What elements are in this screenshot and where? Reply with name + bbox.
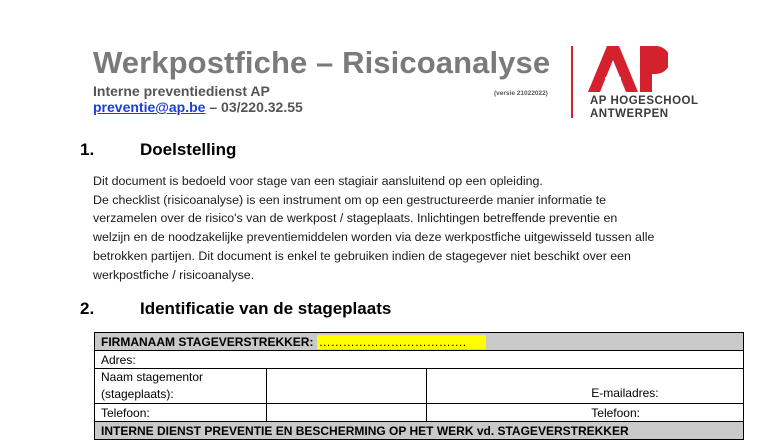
table-row: [95, 404, 744, 422]
contact-line: [93, 99, 303, 115]
identification-table: [94, 332, 744, 440]
phone-number: – 03/220.32.55: [205, 99, 303, 115]
firm-name-highlight: ……………………………….: [317, 335, 486, 349]
prevention-service-header: INTERNE DIENST PREVENTIE EN BESCHERMING OP HET WERK vd. STAGEVERSTREKKER: [95, 422, 744, 440]
firm-name-cell[interactable]: FIRMANAAM STAGEVERSTREKKER: ……………………………….: [95, 333, 744, 351]
section-2-number: 2.: [80, 299, 95, 318]
section-1-title: Doelstelling: [140, 140, 237, 159]
mentor-label-cell: Naam stagementor (stageplaats):: [95, 369, 267, 404]
section-2-title: Identificatie van de stageplaats: [140, 299, 392, 318]
table-row: [95, 369, 744, 404]
document-subtitle: Interne preventiedienst AP: [93, 83, 270, 99]
table-row: [95, 422, 744, 440]
email-label-cell[interactable]: E-mailadres:: [427, 369, 744, 404]
phone-label-cell: Telefoon:: [95, 404, 267, 422]
document-title: Werkpostfiche – Risicoanalyse: [93, 45, 551, 80]
mentor-value-cell[interactable]: [266, 369, 426, 404]
version-label: (versie 21022022): [494, 90, 548, 97]
doelstelling-paragraph: Dit document is bedoeld voor stage van een stagiair aansluitend op een opleiding. De checklist (risicoanalyse) is een instrument om op een gestructureerde manier informatie te verzamelen over de risico's van de werkpost / stageplaats. Inlichtingen betreffende preventie en welzijn en de noodzakelijke preventiemiddelen worden via deze werkpostfiche uitgewisseld tussen alle betrokken partijen. Dit document is enkel te gebruiken indien de stagegever niet beschikt over een werkpostfiche / risicoanalyse.: [93, 174, 655, 282]
table-row: [95, 351, 744, 369]
address-cell[interactable]: Adres:: [95, 351, 744, 369]
email-link[interactable]: preventie@ap.be: [93, 99, 206, 115]
phone-right-cell[interactable]: Telefoon:: [427, 404, 744, 422]
logo-text: AP HOGESCHOOL ANTWERPEN: [590, 95, 699, 120]
header-divider: [571, 46, 573, 118]
ap-logo-icon: [588, 44, 668, 94]
phone-value-cell[interactable]: [266, 404, 426, 422]
section-1-number: 1.: [80, 140, 95, 159]
table-row: [95, 333, 744, 351]
